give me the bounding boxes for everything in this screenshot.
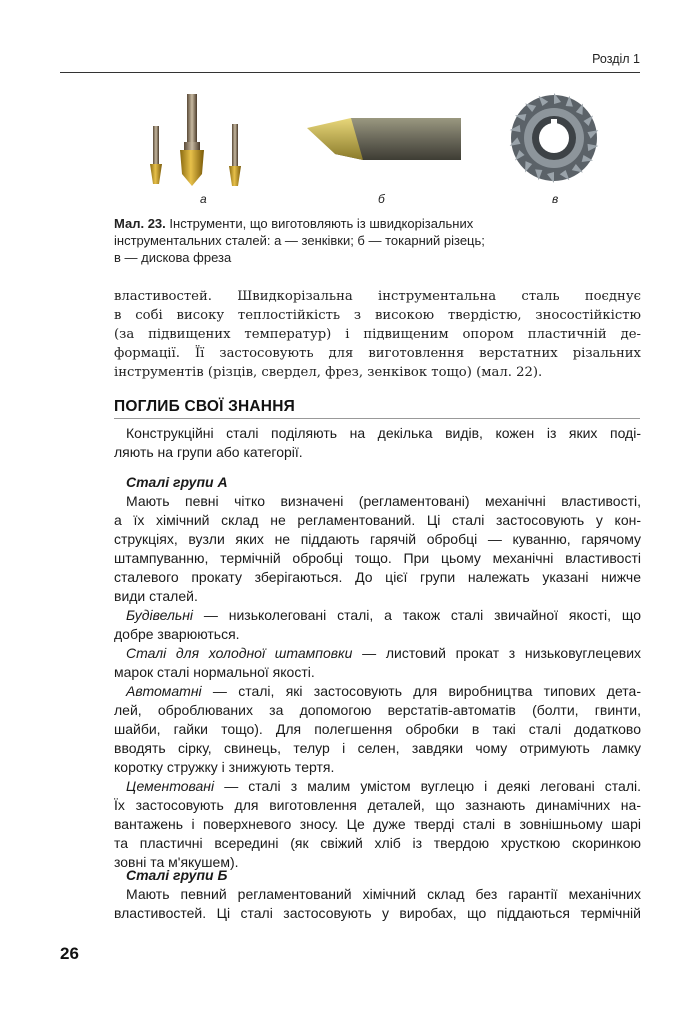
building-steel-term: Будівельні — [126, 607, 194, 623]
section-heading: ПОГЛИБ СВОЇ ЗНАННЯ — [114, 398, 295, 415]
lead-line: ляють на групи або категорії. — [114, 444, 303, 460]
caption-label: Мал. 23. — [114, 216, 166, 231]
cemented-steel-line: зовні та м'якушем). — [114, 854, 239, 870]
cemented-steel-line: Їх застосовують для виготовлення деталей, що зазнають динамічних на- — [114, 797, 641, 813]
heading-rule — [114, 418, 640, 419]
caption-line-1: Інструменти, що виготовляють із швидкорізальних — [169, 216, 474, 231]
page-number: 26 — [60, 944, 79, 963]
group-b-line: властивостей. Ці сталі застосовують у виробах, що піддаються термічній — [114, 905, 641, 921]
intro-line: (за підвищених температур) і підвищеним опором пластичній де- — [114, 327, 641, 342]
cemented-steel-line: та пластичні всередині (як свіжий хліб із твердою хрусткою скоринкою — [114, 835, 641, 851]
intro-line: в собі високу теплостійкість з високою твердістю, зносостійкістю — [114, 308, 641, 323]
intro-line: формації. Її застосовують для виготовлення верстатних різальних — [114, 346, 641, 361]
figure-caption — [114, 215, 584, 266]
cold-stamping-line: Сталі для холодної штамповки — листовий прокат з низьковуглецевих — [126, 645, 642, 661]
figure-letter-a: а — [200, 192, 207, 206]
figure-letter-b: б — [378, 192, 385, 206]
lead-line: Конструкційні сталі поділяють на декілька видів, кожен із яких поді- — [126, 425, 641, 441]
automatic-steel-line: шайби, гайки тощо). Для полегшення обробки в такі сталі додатково — [114, 721, 641, 737]
building-steel-line: добре зварюються. — [114, 626, 240, 642]
automatic-steel-line: коротку стружку і знижують тертя. — [114, 759, 335, 775]
cemented-steel-line: вантажень і поверхневого зносу. Це дуже тверді сталі в зовнішньому шарі — [114, 816, 641, 832]
group-a-line: струкціях, вузли яких не піддають гарячій обробці — куванню, гарячому — [114, 531, 641, 547]
group-a-section — [114, 473, 641, 872]
lathe-cutter-image — [305, 114, 465, 174]
intro-line: інструментів (різців, свердел, фрез, зенківок тощо) (мал. 22). — [114, 365, 543, 380]
intro-line: властивостей. Швидкорізальна інструментальна сталь поєднує — [114, 289, 641, 304]
automatic-steel-term: Автоматні — [126, 683, 202, 699]
figure-23 — [60, 88, 640, 206]
building-steel-line: Будівельні — низьколеговані сталі, а також сталі звичайної якості, що — [126, 607, 641, 623]
group-b-title: Сталі групи Б — [126, 867, 228, 883]
group-a-line: сталевого прокату зберігаються. До цієї групи належать указані нижче — [114, 569, 641, 585]
group-a-line: види сталей. — [114, 588, 198, 604]
automatic-steel-line: вводять сірку, свинець, телур і селен, завдяки чому отримують ламку — [114, 740, 641, 756]
disc-cutter-image — [508, 92, 600, 184]
cemented-steel-line: Цементовані — сталі з малим умістом вуглецю і деякі леговані сталі. — [126, 778, 641, 794]
group-b-line: Мають певний регламентований хімічний склад без гарантії механічних — [126, 886, 641, 902]
caption-line-2: інструментальних сталей: а — зенківки; б — токарний різець; — [114, 233, 485, 248]
cold-stamping-term: Сталі для холодної штамповки — [126, 645, 353, 661]
group-a-line: а їх хімічний склад не регламентований. Ці сталі застосовують у кон- — [114, 512, 641, 528]
lead-paragraph — [114, 424, 641, 462]
intro-paragraph — [114, 287, 641, 382]
group-a-line: Мають певні чітко визначені (регламентовані) механічні властивості, — [126, 493, 641, 509]
cold-stamping-line: марок сталі нормальної якості. — [114, 664, 315, 680]
group-b-section — [114, 866, 641, 923]
figure-letter-c: в — [552, 192, 559, 206]
group-a-line: штампуванню, термічній обробці тощо. При цьому механічні властивості — [114, 550, 641, 566]
countersinks-image — [140, 90, 250, 190]
automatic-steel-line: Автоматні — сталі, які застосовують для виробництва типових дета- — [126, 683, 641, 699]
cemented-steel-term: Цементовані — [126, 778, 215, 794]
automatic-steel-line: лей, оброблюваних за допомогою верстатів-автоматів (болти, гвинти, — [114, 702, 641, 718]
header-rule — [60, 72, 640, 73]
section-label: Розділ 1 — [592, 52, 640, 66]
group-a-title: Сталі групи А — [126, 474, 228, 490]
caption-line-3: в — дискова фреза — [114, 250, 232, 265]
